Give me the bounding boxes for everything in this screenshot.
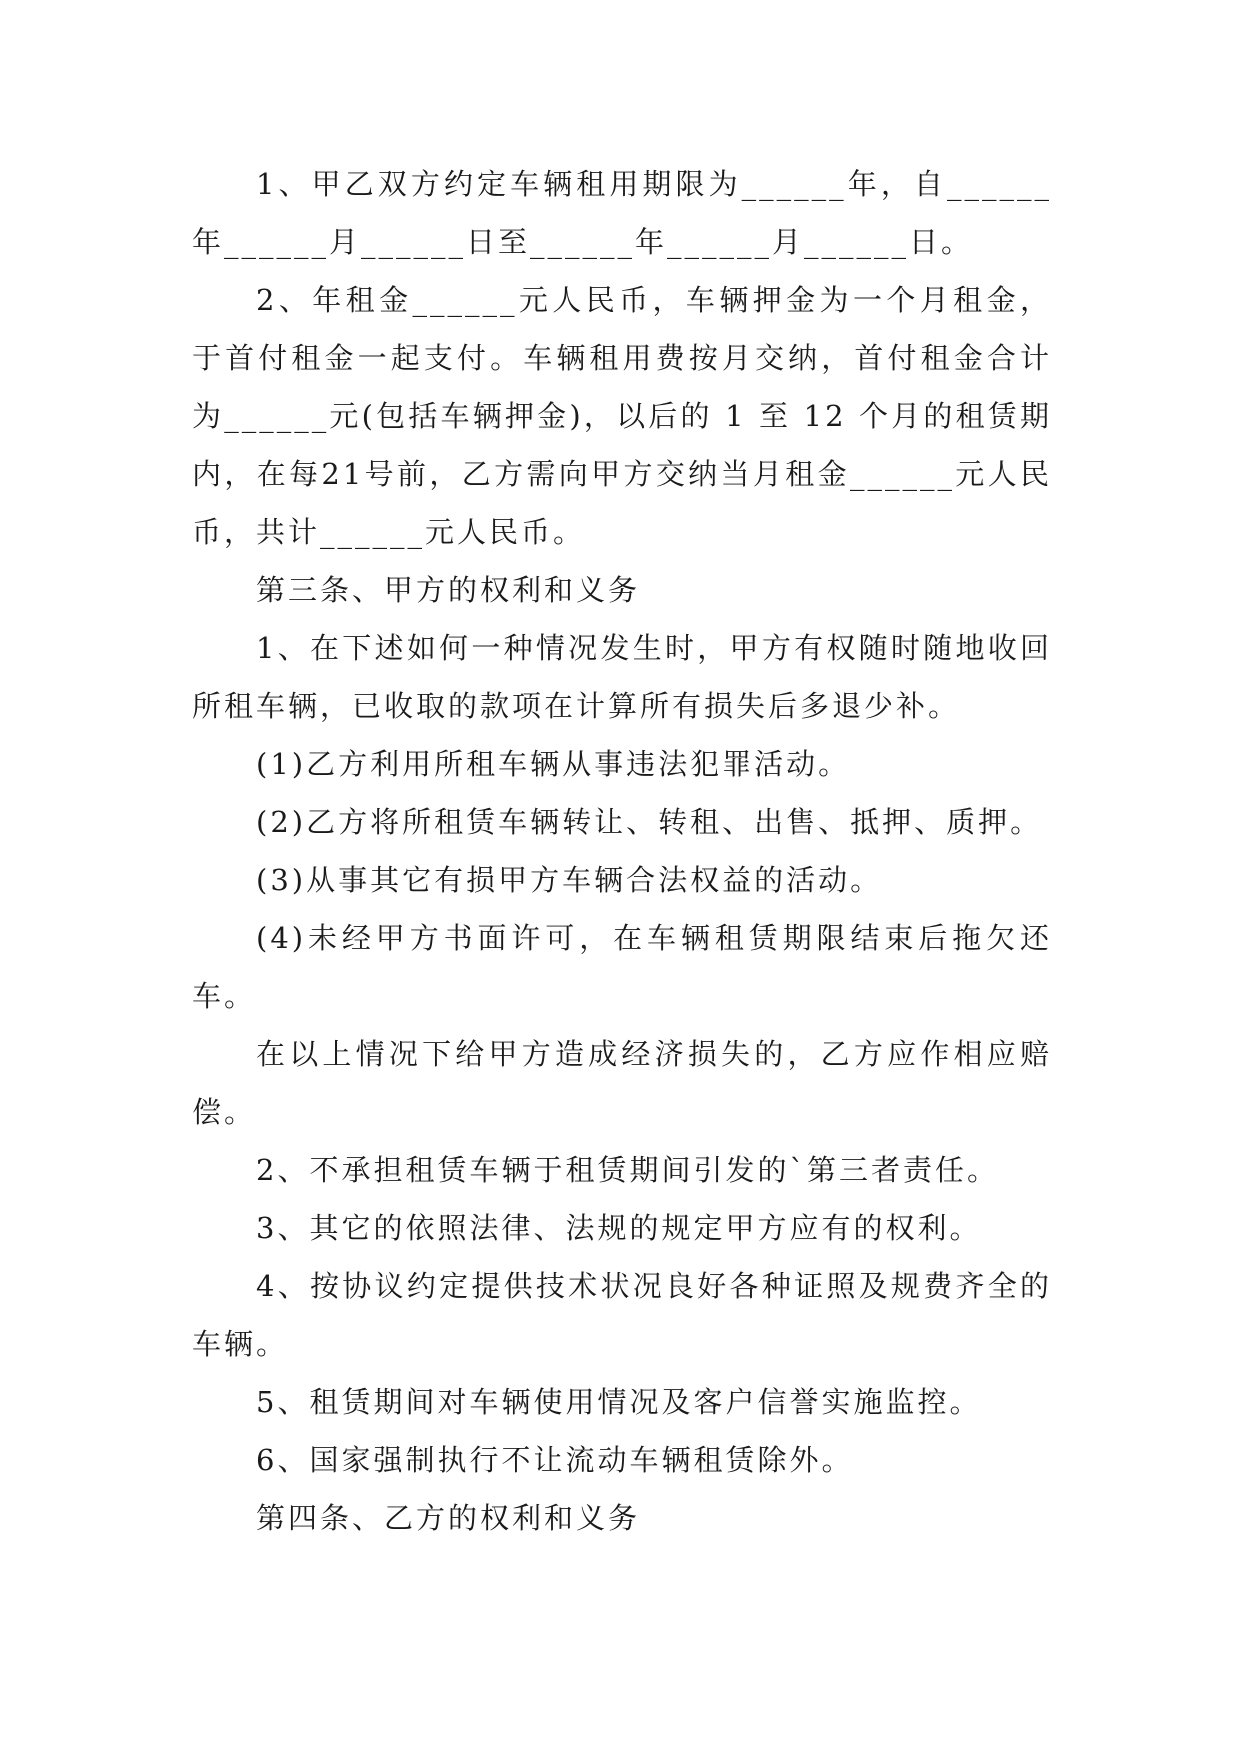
paragraph-vehicle-condition: 4、按协议约定提供技术状况良好各种证照及规费齐全的车辆。: [192, 1269, 1052, 1361]
list-item-condition-2: (2)乙方将所租赁车辆转让、转租、出售、抵押、质押。: [256, 805, 1043, 839]
paragraph-third-party-liability: 2、不承担租赁车辆于租赁期间引发的`第三者责任。: [256, 1153, 999, 1187]
paragraph-lease-term: 1、甲乙双方约定车辆租用期限为______年，自______年______月______日至______年______月______日。: [192, 167, 1052, 259]
list-item-condition-4: (4)未经甲方书面许可，在车辆租赁期限结束后拖欠还车。: [192, 921, 1052, 1013]
paragraph-other-rights: 3、其它的依照法律、法规的规定甲方应有的权利。: [256, 1211, 982, 1245]
paragraph-recall-conditions: 1、在下述如何一种情况发生时，甲方有权随时随地收回所租车辆，已收取的款项在计算所有损失后多退少补。: [192, 631, 1052, 723]
section-heading-party-a: 第三条、甲方的权利和义务: [256, 573, 641, 607]
document-body: [192, 155, 1052, 1547]
paragraph-compensation: 在以上情况下给甲方造成经济损失的，乙方应作相应赔偿。: [192, 1037, 1052, 1129]
paragraph-state-exception: 6、国家强制执行不让流动车辆租赁除外。: [256, 1443, 854, 1477]
paragraph-rent-payment: 2、年租金______元人民币，车辆押金为一个月租金，于首付租金一起支付。车辆租用费按月交纳，首付租金合计为______元(包括车辆押金)，以后的 1 至 12 个月的租赁期内，在每21号前，乙方需向甲方交纳当月租金______元人民币，共计______元人民币。: [192, 283, 1052, 549]
section-heading-party-b: 第四条、乙方的权利和义务: [256, 1501, 641, 1535]
list-item-condition-1: (1)乙方利用所租车辆从事违法犯罪活动。: [256, 747, 851, 781]
paragraph-monitoring: 5、租赁期间对车辆使用情况及客户信誉实施监控。: [256, 1385, 982, 1419]
list-item-condition-3: (3)从事其它有损甲方车辆合法权益的活动。: [256, 863, 883, 897]
